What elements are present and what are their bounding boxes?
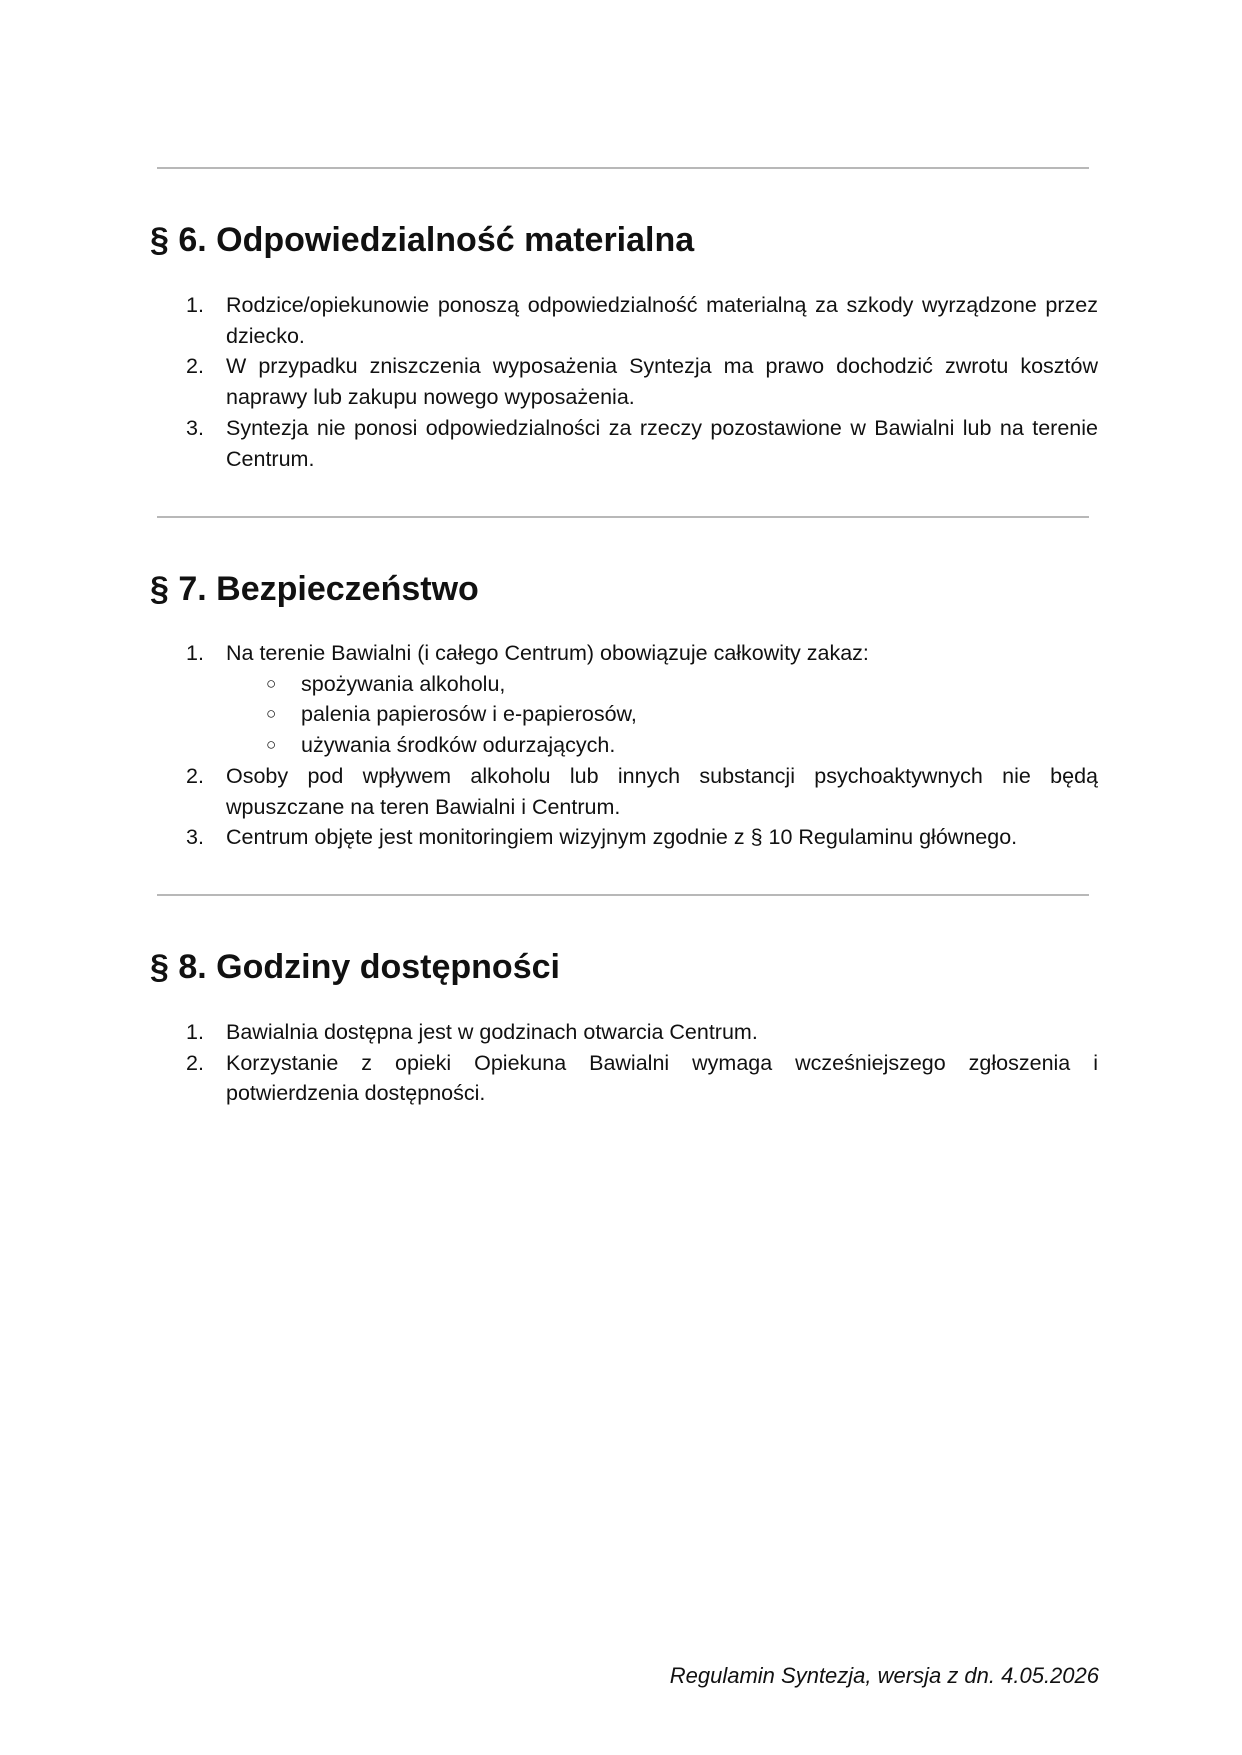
- section-6-heading: § 6. Odpowiedzialność materialna: [150, 221, 695, 259]
- section-6-list: [186, 290, 1098, 474]
- prohibition-sublist: [226, 669, 1098, 761]
- circle-bullet-icon: ○: [266, 704, 277, 724]
- list-item: [186, 1017, 1098, 1048]
- circle-bullet-icon: ○: [266, 735, 277, 755]
- list-number: 2.: [186, 763, 204, 788]
- sublist-item: [226, 730, 1098, 761]
- sublist-item-text: spożywania alkoholu,: [301, 671, 506, 696]
- list-item-text: Osoby pod wpływem alkoholu lub innych substancji psychoaktywnych nie będą wpuszczane na teren Bawialni i Centrum.: [226, 763, 1098, 819]
- section-divider: [157, 516, 1089, 518]
- list-item: [186, 351, 1098, 412]
- section-7-list: [186, 638, 1098, 853]
- list-item-text: Korzystanie z opieki Opiekuna Bawialni wymaga wcześniejszego zgłoszenia i potwierdzenia dostępności.: [226, 1050, 1098, 1106]
- list-number: 2.: [186, 1050, 204, 1075]
- section-7-heading: § 7. Bezpieczeństwo: [150, 570, 479, 608]
- list-item-text: Syntezja nie ponosi odpowiedzialności za rzeczy pozostawione w Bawialni lub na terenie Centrum.: [226, 415, 1098, 471]
- list-item-text: Rodzice/opiekunowie ponoszą odpowiedzialność materialną za szkody wyrządzone przez dziecko.: [226, 293, 1098, 348]
- list-item: [186, 638, 1098, 761]
- section-divider: [157, 167, 1089, 169]
- list-item: [186, 1048, 1098, 1109]
- page-footer: Regulamin Syntezja, wersja z dn. 4.05.2026: [669, 1663, 1099, 1688]
- list-number: 2.: [186, 354, 204, 379]
- section-divider: [157, 894, 1089, 896]
- list-item-text: Centrum objęte jest monitoringiem wizyjnym zgodnie z § 10 Regulaminu głównego.: [226, 825, 1018, 850]
- sublist-item: [226, 669, 1098, 700]
- list-number: 1.: [186, 293, 204, 317]
- list-number: 3.: [186, 415, 204, 440]
- list-number: 1.: [186, 1020, 204, 1044]
- list-item: [186, 822, 1098, 853]
- list-item-text: W przypadku zniszczenia wyposażenia Syntezja ma prawo dochodzić zwrotu kosztów naprawy lub zakupu nowego wyposażenia.: [226, 354, 1098, 410]
- list-number: 3.: [186, 825, 204, 850]
- circle-bullet-icon: ○: [266, 673, 277, 693]
- list-item: [186, 761, 1098, 822]
- list-item: [186, 290, 1098, 351]
- list-number: 1.: [186, 641, 204, 665]
- section-8-heading: § 8. Godziny dostępności: [150, 948, 560, 986]
- list-item-text: Na terenie Bawialni (i całego Centrum) obowiązuje całkowity zakaz:: [226, 641, 869, 665]
- sublist-item: [226, 699, 1098, 730]
- list-item: [186, 413, 1098, 474]
- sublist-item-text: używania środków odurzających.: [301, 733, 616, 758]
- section-8-list: [186, 1017, 1098, 1109]
- sublist-item-text: palenia papierosów i e-papierosów,: [301, 702, 637, 727]
- list-item-text: Bawialnia dostępna jest w godzinach otwarcia Centrum.: [226, 1020, 758, 1044]
